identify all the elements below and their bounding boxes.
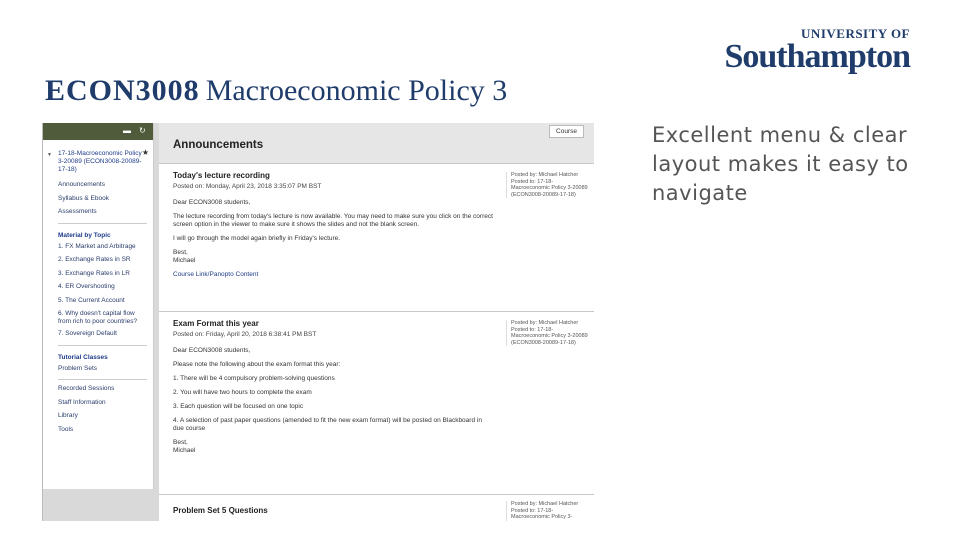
announcement-body — [173, 320, 493, 461]
course-menu — [43, 123, 154, 489]
nav-item-assessments[interactable]: Assessments — [58, 208, 97, 215]
logo-top-text: UNIVERSITY OF — [801, 26, 910, 41]
course-name: Macroeconomic Policy 3 — [205, 74, 508, 107]
course-button[interactable]: Course — [549, 125, 584, 138]
menu-divider — [58, 379, 147, 380]
folder-icon[interactable]: ▬ — [123, 126, 131, 135]
announcement-text: 2. You will have two hours to complete the exam — [173, 389, 312, 396]
nav-item-library[interactable]: Library — [58, 412, 78, 419]
announcement-title: Exam Format this year — [173, 319, 259, 328]
nav-item-tools[interactable]: Tools — [58, 425, 74, 433]
nav-item-topic-7[interactable]: 7. Sovereign Default — [58, 330, 117, 337]
refresh-icon[interactable]: ↻ — [139, 126, 146, 135]
announcement-text: Dear ECON3008 students, — [173, 347, 251, 354]
nav-item-topic-5[interactable]: 5. The Current Account — [58, 296, 125, 304]
course-title-label: 17-18-Macroeconomic Policy 3-20089 (ECON3008-20089-17-18) — [58, 150, 142, 173]
logo-main-text: Southampton — [724, 38, 910, 75]
university-logo — [724, 26, 910, 75]
side-note: Excellent menu & clear layout makes it easy to navigate — [652, 123, 909, 205]
course-menu-toolbar — [43, 123, 153, 140]
announcement-text: Best, — [173, 249, 188, 256]
nav-item-syllabus[interactable]: Syllabus & Ebook — [58, 194, 109, 202]
nav-item-topic-6[interactable]: 6. Why doesn't capital flow from rich to poor countries? — [58, 310, 138, 325]
nav-item-topic-1[interactable]: 1. FX Market and Arbitrage — [58, 242, 136, 250]
collapse-arrow-icon[interactable]: ▼ — [47, 152, 52, 158]
menu-divider — [58, 345, 147, 346]
nav-item-topic-3[interactable]: 3. Exchange Rates in LR — [58, 269, 130, 277]
menu-divider — [58, 223, 147, 224]
announcement-text: 3. Each question will be focused on one topic — [173, 403, 304, 410]
announcement-meta: Posted by: Michael Hatcher Posted to: 17-18-Macroeconomic Policy 3-20089 (ECON3008-20089-17-18) — [506, 172, 591, 198]
course-code: ECON3008 — [45, 74, 200, 107]
panopto-link[interactable]: Course Link/Panopto Content — [173, 271, 259, 278]
blackboard-screenshot — [42, 123, 594, 521]
nav-item-staff-information[interactable]: Staff Information — [58, 398, 106, 406]
nav-item-problem-sets[interactable]: Problem Sets — [58, 364, 98, 372]
announcement-item — [159, 164, 594, 312]
announcement-item — [159, 495, 594, 521]
slide-title — [45, 74, 507, 108]
announcement-text: I will go through the model again briefly in Friday's lecture. — [173, 235, 341, 242]
announcement-text: Please note the following about the exam format this year: — [173, 361, 341, 368]
announcements-panel — [159, 123, 594, 521]
announcement-text: 4. A selection of past paper questions (amended to fit the new exam format) will be posted on Blackboard in due course — [173, 417, 482, 432]
announcement-title: Today's lecture recording — [173, 171, 270, 180]
nav-item-announcements[interactable]: Announcements — [58, 181, 105, 188]
nav-item-tutorial-classes[interactable]: Tutorial Classes — [58, 353, 108, 361]
announcement-date: Posted on: Friday, April 20, 2018 6:38:41 PM BST — [173, 331, 317, 338]
announcement-title: Problem Set 5 Questions — [173, 506, 268, 515]
announcement-text: The lecture recording from today's lecture is now available. You may need to make sure you click on the correct screen option in the viewer to make sure it shows the slides and not the blank screen. — [173, 213, 493, 228]
announcement-body — [173, 172, 493, 279]
announcement-text: Best, — [173, 439, 188, 446]
page-title: Announcements — [173, 139, 264, 151]
nav-item-topic-2[interactable]: 2. Exchange Rates in SR — [58, 256, 131, 263]
announcement-text: 1. There will be 4 compulsory problem-solving questions — [173, 375, 335, 382]
star-icon[interactable]: ★ — [141, 148, 149, 157]
announcement-body — [173, 507, 493, 518]
nav-item-recorded-sessions[interactable]: Recorded Sessions — [58, 385, 115, 392]
nav-item-material-by-topic[interactable]: Material by Topic — [58, 231, 111, 239]
nav-item-topic-4[interactable]: 4. ER Overshooting — [58, 283, 115, 290]
announcement-item — [159, 312, 594, 495]
announcement-date: Posted on: Monday, April 23, 2018 3:35:07 PM BST — [173, 183, 322, 190]
announcement-text: Dear ECON3008 students, — [173, 199, 251, 206]
announcement-meta: Posted by: Michael Hatcher Posted to: 17-18-Macroeconomic Policy 3-20089 (ECON3008-20089-17-18) — [506, 320, 591, 346]
announcement-text: Michael — [173, 447, 196, 454]
announcement-text: Michael — [173, 257, 196, 264]
course-title[interactable] — [43, 140, 153, 178]
announcement-meta: Posted by: Michael Hatcher Posted to: 17-18-Macroeconomic Policy 3- — [506, 501, 591, 521]
announcements-header — [159, 123, 594, 164]
